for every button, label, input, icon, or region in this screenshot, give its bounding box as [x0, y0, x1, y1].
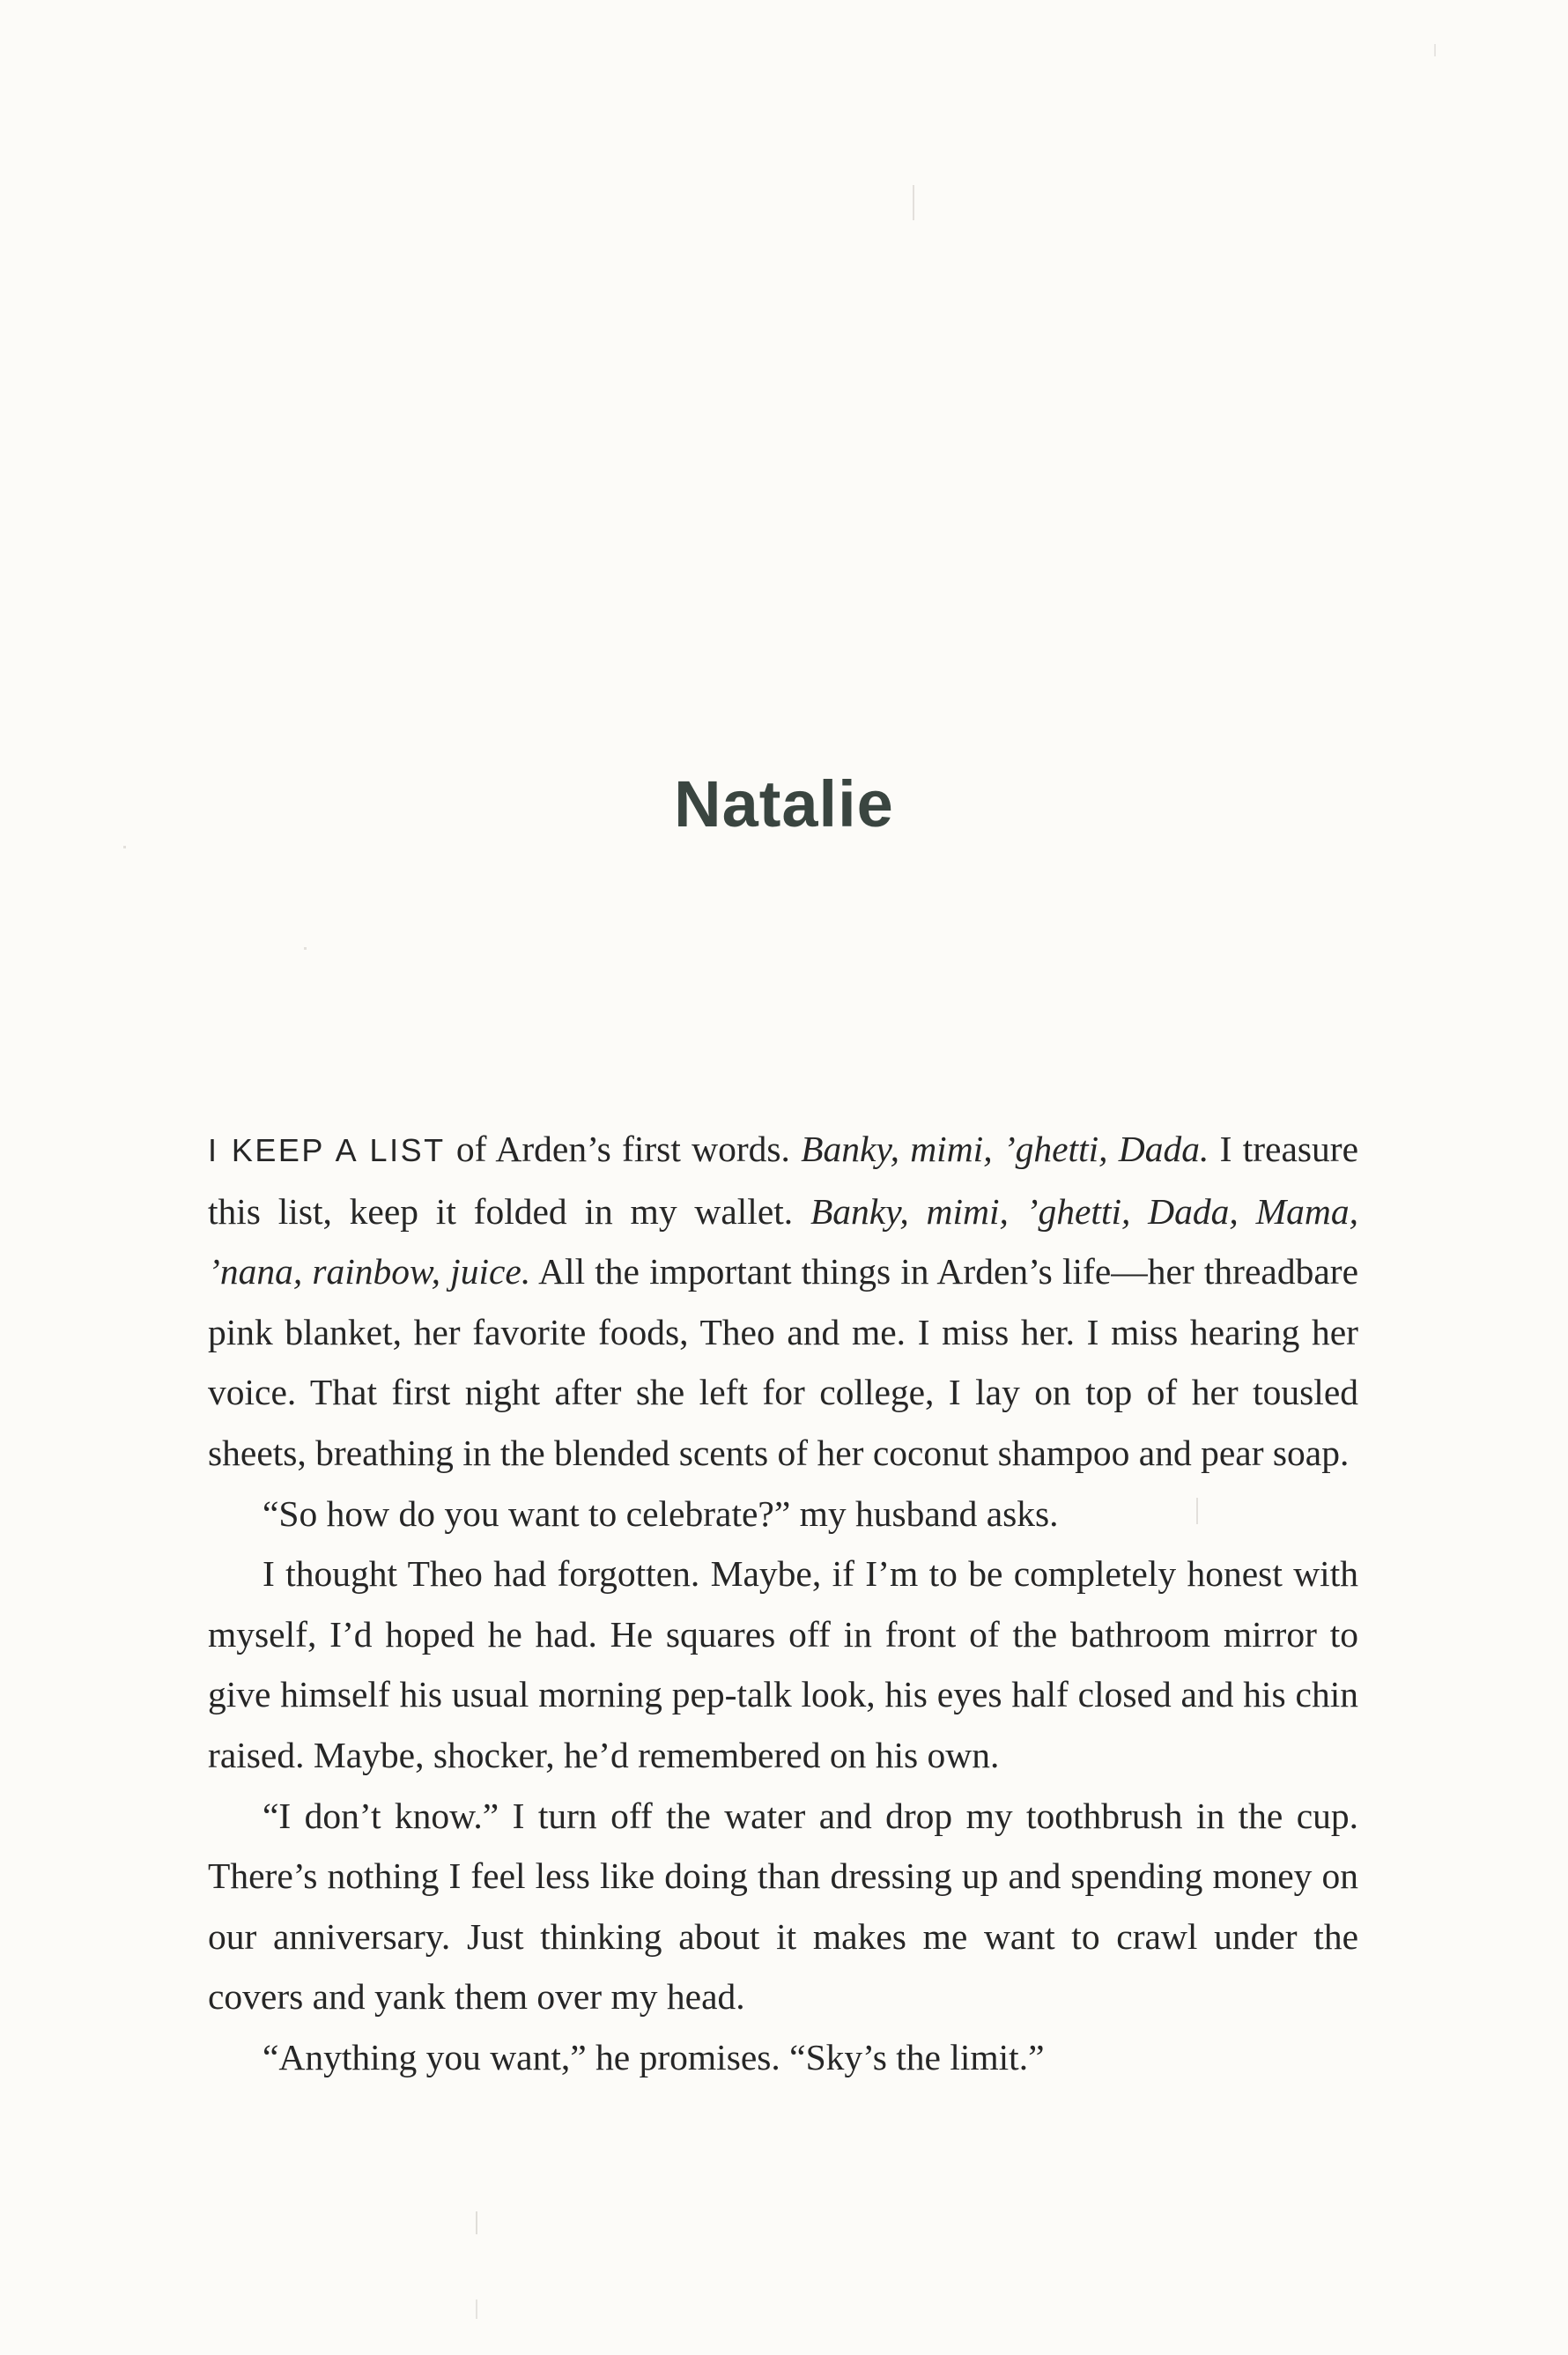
text-run: I thought Theo had forgotten. Maybe, if I’m to be completely honest with myself, I’d hoped he had. He squares off in front of the bathroom mirror to give himself his usual morning pep-talk look, his eyes half closed and his chin raised. Maybe, shocker, he’d remembered on his own.	[208, 1553, 1358, 1775]
paragraph	[208, 1786, 1358, 2027]
scan-mark	[123, 846, 126, 848]
italic-text-run: Banky, mimi, ’ghetti, Dada.	[801, 1129, 1209, 1169]
paragraph	[208, 2027, 1358, 2088]
text-run: “Anything you want,” he promises. “Sky’s the limit.”	[263, 2036, 1045, 2077]
scan-mark	[304, 947, 307, 950]
scan-mark	[476, 2211, 477, 2234]
text-run: “So how do you want to celebrate?” my husband asks.	[263, 1492, 1059, 1534]
chapter-title: Natalie	[674, 766, 894, 841]
paragraph	[208, 1544, 1358, 1785]
paragraph	[208, 1119, 1358, 1484]
text-run: I treasure this list, keep it folded in my wallet.	[208, 1129, 1359, 1232]
paragraph	[208, 1484, 1358, 1544]
scan-mark	[913, 185, 914, 220]
text-run: of Arden’s first words.	[445, 1129, 802, 1169]
scan-mark	[1434, 44, 1436, 56]
text-run: “I don’t know.” I turn off the water and drop my toothbrush in the cup. There’s nothing I feel less like doing than dressing up and spending money on our anniversary. Just thinking about it makes me want to crawl under the covers and yank them over my head.	[208, 1795, 1358, 2018]
chapter-body	[208, 1119, 1358, 2088]
scan-mark	[476, 2299, 477, 2319]
text-run: All the important things in Arden’s life—her threadbare pink blanket, her favorite foods, Theo and me. I miss her. I miss hearing her voice. That first night after she left for college, I lay on top of her tousled sheets, breathing in the blended scents of her coconut shampoo and pear soap.	[208, 1251, 1359, 1473]
opening-small-caps: I KEEP A LIST	[208, 1132, 446, 1168]
italic-text-run: Banky, mimi, ’ghetti, Dada, Mama, ’nana, rainbow, juice.	[208, 1190, 1358, 1292]
